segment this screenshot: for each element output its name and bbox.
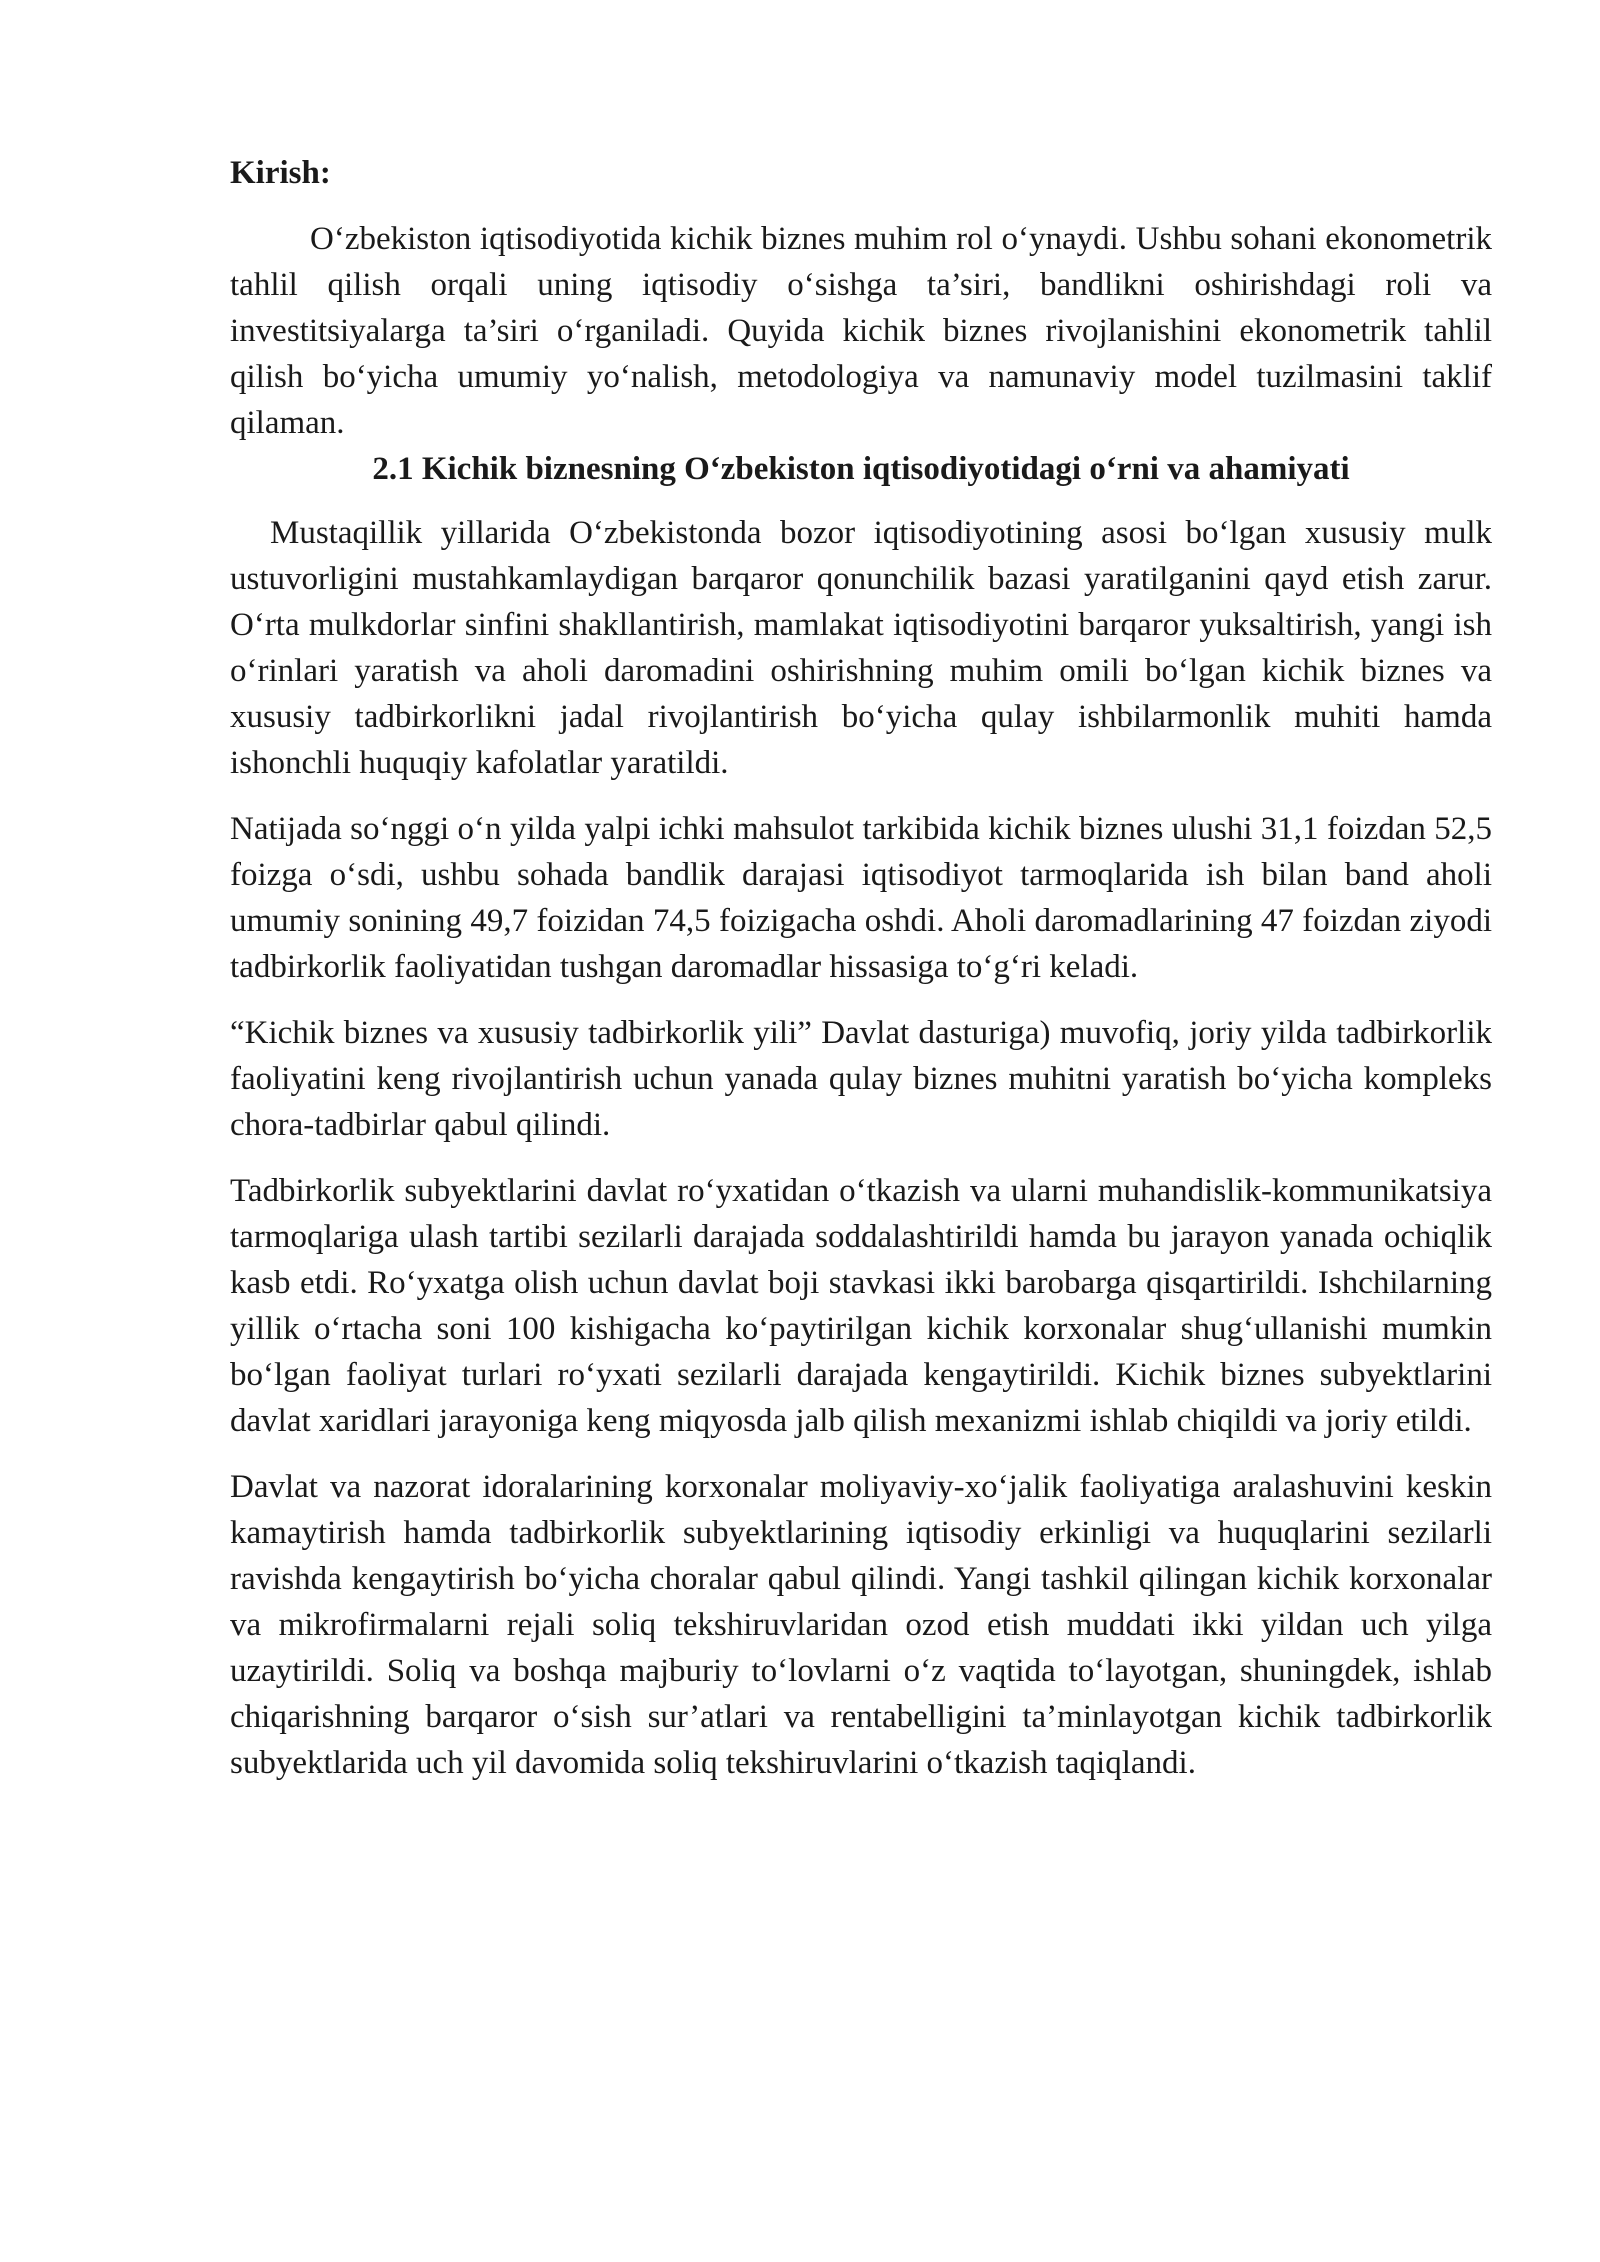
body-paragraph: Tadbirkorlik subyektlarini davlat ro‘yxatidan o‘tkazish va ularni muhandislik-kommunikatsiya tarmoqlariga ulash tartibi sezilarli darajada soddalashtirildi hamda bu jarayon yanada ochiqlik kasb etdi. Ro‘yxatga olish uchun davlat boji stavkasi ikki barobarga qisqartirildi. Ishchilarning yillik o‘rtacha soni 100 kishigacha ko‘paytirilgan kichik korxonalar shug‘ullanishi mumkin bo‘lgan faoliyat turlari ro‘yxati sezilarli darajada kengaytirildi. Kichik biznes subyektlarini davlat xaridlari jarayoniga keng miqyosda jalb qilish mexanizmi ishlab chiqildi va joriy etildi. <box>230 1173 1492 1439</box>
document-page <box>230 150 1492 1786</box>
body-paragraph: Natijada so‘nggi o‘n yilda yalpi ichki mahsulot tarkibida kichik biznes ulushi 31,1 foizdan 52,5 foizga o‘sdi, ushbu sohada bandlik darajasi iqtisodiyot tarmoqlarida ish bilan band aholi umumiy sonining 49,7 foizidan 74,5 foizigacha oshdi. Aholi daromadlarining 47 foizdan ziyodi tadbirkorlik faoliyatidan tushgan daromadlar hissasiga to‘g‘ri keladi. <box>230 811 1492 985</box>
body-paragraph: Mustaqillik yillarida O‘zbekistonda bozor iqtisodiyotining asosi bo‘lgan xususiy mulk ustuvorligini mustahkamlaydigan barqaror qonunchilik bazasi yaratilganini qayd etish zarur. O‘rta mulkdorlar sinfini shakllantirish, mamlakat iqtisodiyotini barqaror yuksaltirish, yangi ish o‘rinlari yaratish va aholi daromadini oshirishning muhim omili bo‘lgan kichik biznes va xususiy tadbirkorlikni jadal rivojlantirish bo‘yicha qulay ishbilarmonlik muhiti hamda ishonchli huquqiy kafolatlar yaratildi. <box>230 515 1492 781</box>
intro-paragraph: O‘zbekiston iqtisodiyotida kichik biznes muhim rol o‘ynaydi. Ushbu sohani ekonometrik tahlil qilish orqali uning iqtisodiy o‘sishga ta’siri, bandlikni oshirishdagi roli va investitsiyalarga ta’siri o‘rganiladi. Quyida kichik biznes rivojlanishini ekonometrik tahlil qilish bo‘yicha umumiy yo‘nalish, metodologiya va namunaviy model tuzilmasini taklif qilaman. <box>230 221 1492 441</box>
intro-heading: Kirish: <box>230 155 331 191</box>
body-paragraph: Davlat va nazorat idoralarining korxonalar moliyaviy-xo‘jalik faoliyatiga aralashuvini keskin kamaytirish hamda tadbirkorlik subyektlarining iqtisodiy erkinligi va huquqlarini sezilarli ravishda kengaytirish bo‘yicha choralar qabul qilindi. Yangi tashkil qilingan kichik korxonalar va mikrofirmalarni rejali soliq tekshiruvlaridan ozod etish muddati ikki yildan uch yilga uzaytirildi. Soliq va boshqa majburiy to‘lovlarni o‘z vaqtida to‘layotgan, shuningdek, ishlab chiqarishning barqaror o‘sish sur’atlari va rentabelligini ta’minlayotgan kichik tadbirkorlik subyektlarida uch yil davomida soliq tekshiruvlarini o‘tkazish taqiqlandi. <box>230 1469 1492 1781</box>
section-title: 2.1 Kichik biznesning O‘zbekiston iqtisodiyotidagi o‘rni va ahamiyati <box>372 451 1350 487</box>
body-paragraph: “Kichik biznes va xususiy tadbirkorlik yili” Davlat dasturiga) muvofiq, joriy yilda tadbirkorlik faoliyatini keng rivojlantirish uchun yanada qulay biznes muhitni yaratish bo‘yicha kompleks chora-tadbirlar qabul qilindi. <box>230 1015 1492 1143</box>
